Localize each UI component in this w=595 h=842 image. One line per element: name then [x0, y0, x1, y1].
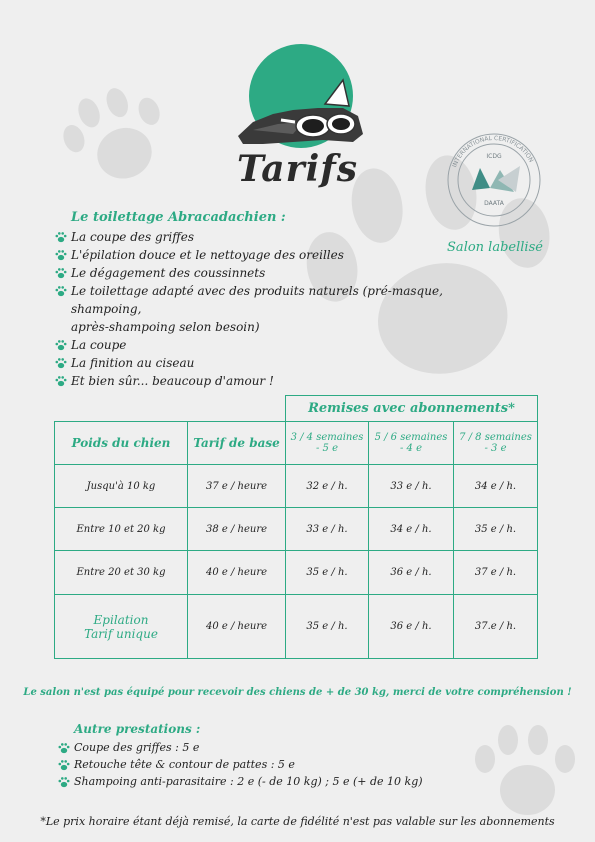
paw-bullet-icon: [55, 249, 67, 261]
other-services-heading: Autre prestations :: [74, 722, 201, 736]
base-rate-cell: 38 e / heure: [188, 508, 286, 551]
table-row: [55, 551, 538, 595]
paw-bullet-icon: [55, 357, 67, 369]
paw-bullet-icon: [55, 339, 67, 351]
list-item: Le toilettage adapté avec des produits naturels (pré-masque, shampoing,: [55, 282, 505, 318]
sub2-cell: 33 e / h.: [369, 465, 454, 508]
paw-bullet-icon: [55, 285, 67, 297]
list-item: Le dégagement des coussinnets: [55, 264, 505, 282]
table-row: [55, 465, 538, 508]
weight-cell: Epilation Tarif unique: [55, 595, 188, 659]
list-item: Et bien sûr... beaucoup d'amour !: [55, 372, 505, 390]
paw-bullet-icon: [58, 776, 70, 788]
table-header-row: [55, 422, 538, 465]
dog-sunglasses-logo: [233, 44, 369, 156]
list-item: Coupe des griffes : 5 e: [58, 739, 478, 756]
weight-cell: Entre 20 et 30 kg: [55, 551, 188, 595]
background-paw-bottom-right: [470, 720, 580, 830]
subscription-discount-header: Remises avec abonnements*: [286, 396, 538, 422]
header-base-rate: Tarif de base: [188, 422, 286, 465]
services-list: [55, 228, 505, 390]
weight-limit-notice: Le salon n'est pas équipé pour recevoir des chiens de + de 30 kg, merci de votre compréhension !: [23, 687, 572, 698]
sub2-cell: 36 e / h.: [369, 595, 454, 659]
list-item-continuation: après-shampoing selon besoin): [71, 320, 260, 334]
footnote: *Le prix horaire étant déjà remisé, la carte de fidélité n'est pas valable sur les abonnements: [40, 815, 555, 828]
sub3-cell: 37.e / h.: [454, 595, 538, 659]
paw-bullet-icon: [58, 742, 70, 754]
weight-cell: Entre 10 et 20 kg: [55, 508, 188, 551]
grooming-services: [55, 210, 505, 390]
pricing-table: [54, 395, 538, 659]
other-services-list: [58, 739, 478, 790]
list-item: La finition au ciseau: [55, 354, 505, 372]
sub3-cell: 34 e / h.: [454, 465, 538, 508]
list-item: La coupe: [55, 336, 505, 354]
list-item: Retouche tête & contour de pattes : 5 e: [58, 756, 478, 773]
paw-bullet-icon: [55, 267, 67, 279]
sub3-cell: 35 e / h.: [454, 508, 538, 551]
sub1-cell: 33 e / h.: [286, 508, 369, 551]
base-rate-cell: 37 e / heure: [188, 465, 286, 508]
other-services: [58, 722, 478, 790]
cert-ring-text: INTERNATIONAL CERTIFICATION: [451, 134, 535, 169]
paw-bullet-icon: [55, 375, 67, 387]
paw-bullet-icon: [58, 759, 70, 771]
weight-cell: Jusqu'à 10 kg: [55, 465, 188, 508]
sub2-cell: 36 e / h.: [369, 551, 454, 595]
services-heading: Le toilettage Abracadachien :: [71, 210, 286, 225]
sub3-cell: 37 e / h.: [454, 551, 538, 595]
page-title: Tarifs: [236, 148, 359, 190]
list-item: L'épilation douce et le nettoyage des oreilles: [55, 246, 505, 264]
sub2-cell: 34 e / h.: [369, 508, 454, 551]
list-item: Shampoing anti-parasitaire : 2 e (- de 10 kg) ; 5 e (+ de 10 kg): [58, 773, 478, 790]
table-row: [55, 508, 538, 551]
table-row: [55, 595, 538, 659]
table-group-header-row: [55, 396, 538, 422]
sub1-cell: 35 e / h.: [286, 551, 369, 595]
header-sub-5-6-weeks: 5 / 6 semaines - 4 e: [369, 422, 454, 465]
sub1-cell: 32 e / h.: [286, 465, 369, 508]
list-item: La coupe des griffes: [55, 228, 505, 246]
certified-salon-label: Salon labellisé: [447, 240, 543, 255]
paw-bullet-icon: [55, 231, 67, 243]
base-rate-cell: 40 e / heure: [188, 551, 286, 595]
header-sub-3-4-weeks: 3 / 4 semaines - 5 e: [286, 422, 369, 465]
base-rate-cell: 40 e / heure: [188, 595, 286, 659]
header-weight: Poids du chien: [55, 422, 188, 465]
cert-acronym-top: ICDG: [486, 153, 502, 160]
header-sub-7-8-weeks: 7 / 8 semaines - 3 e: [454, 422, 538, 465]
svg-text:INTERNATIONAL CERTIFICATION: [451, 135, 534, 168]
sub1-cell: 35 e / h.: [286, 595, 369, 659]
cert-acronym-bottom: DAATA: [484, 200, 504, 207]
